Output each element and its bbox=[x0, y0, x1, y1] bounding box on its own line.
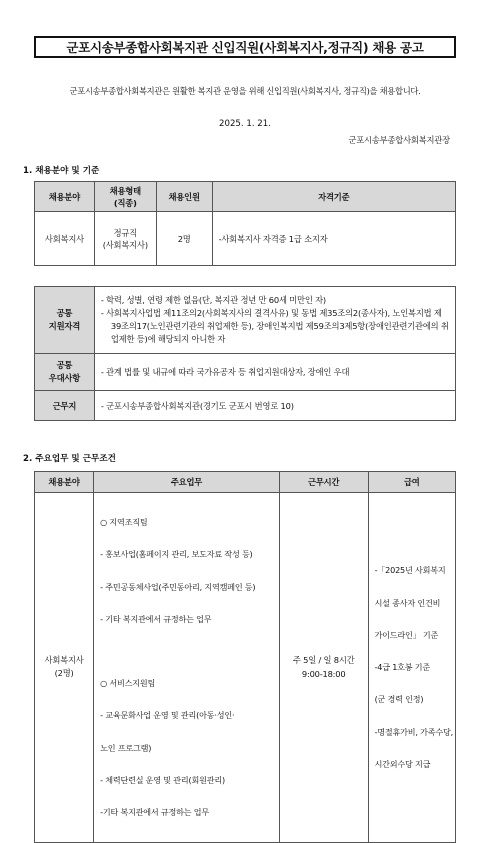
list-item: - 주민공동체사업(주민동아리, 지역캠페인 등) bbox=[100, 581, 256, 592]
duty-field: 사회복지사 (2명) bbox=[35, 493, 94, 843]
list-item: 노인 프로그램) bbox=[100, 742, 152, 753]
intro-text: 군포시송부종합사회복지관은 원활한 복지관 운영을 위해 신입직원(사회복지사, 정규직)을 채용합니다. bbox=[69, 86, 421, 96]
duty-pay bbox=[368, 493, 455, 843]
row-criteria: -사회복지사 자격증 1급 소지자 bbox=[212, 212, 455, 266]
table-row bbox=[35, 354, 456, 391]
duty-hours: 주 5일 / 일 8시간 9:00-18:00 bbox=[279, 493, 368, 843]
list-item: 시설 종사자 인건비 bbox=[374, 597, 441, 608]
header-duty: 주요업무 bbox=[94, 472, 280, 493]
qual-item-text: 학력, 성별, 연령 제한 없음(단, 복지관 정년 만 60세 미만인 자) bbox=[106, 295, 326, 305]
recruitment-table bbox=[34, 181, 456, 266]
table-row bbox=[35, 493, 456, 843]
pref-item-text: 관계 법률 및 내규에 따라 국가유공자 등 취업지원대상자, 장애인 우대 bbox=[106, 366, 350, 377]
section2-heading: 2. 주요업무 및 근무조건 bbox=[23, 454, 116, 464]
list-item: - 사회복지사업법 제11조의2(사회복지사의 결격사유) 및 동법 제35조의2(종사자), 노인복지법 제39조의17(노인관련기관의 취업제한 등), 장애인복지법 제59조의3제5항(장애인관련기관에의 취업제한 등)에 해당되지 아니한 자 bbox=[100, 308, 449, 344]
common-conditions-table bbox=[34, 286, 456, 421]
location-label: 근무지 bbox=[35, 391, 95, 421]
common-qual-label: 공통 지원자격 bbox=[35, 287, 95, 354]
row-field: 사회복지사 bbox=[35, 212, 95, 266]
header-count: 채용인원 bbox=[156, 182, 212, 212]
header-criteria: 자격기준 bbox=[212, 182, 455, 212]
header-field: 채용분야 bbox=[35, 182, 95, 212]
section1-heading: 1. 채용분야 및 기준 bbox=[23, 166, 100, 176]
notice-title bbox=[34, 36, 456, 58]
list-item: - 학력, 성별, 연령 제한 없음(단, 복지관 정년 만 60세 미만인 자) bbox=[100, 295, 326, 305]
table-row bbox=[35, 212, 456, 266]
duty-list bbox=[94, 493, 280, 843]
list-item: ○ 지역조직팀 bbox=[100, 517, 148, 527]
header-type: 채용형태 (직종) bbox=[94, 182, 156, 212]
list-item: - 교육문화사업 운영 및 관리(아동·성인· bbox=[100, 710, 235, 721]
spacer bbox=[100, 645, 275, 657]
qual-item-text: 사회복지사업법 제11조의2(사회복지사의 결격사유) 및 동법 제35조의2(종사자), 노인복지법 제39조의17(노인관련기관의 취업제한 등), 장애인복지법 제59조의3제5항(장애인관련기관에의 취업제한 등)에 해당되지 아니한 자 bbox=[106, 308, 449, 344]
list-item: -명절휴가비, 가족수당, bbox=[374, 726, 453, 737]
common-pref-content bbox=[94, 354, 455, 391]
list-item: 가이드라인」 기준 bbox=[374, 629, 439, 640]
list-item: (군 경력 인정) bbox=[374, 694, 424, 705]
notice-date: 2025. 1. 21. bbox=[219, 119, 271, 129]
header-field: 채용분야 bbox=[35, 472, 94, 493]
list-item: - 홍보사업(홈페이지 관리, 보도자료 작성 등) bbox=[100, 549, 253, 560]
table-row bbox=[35, 391, 456, 421]
list-item: - 관계 법률 및 내규에 따라 국가유공자 등 취업지원대상자, 장애인 우대 bbox=[100, 366, 350, 377]
table-row bbox=[35, 287, 456, 354]
list-item: -기타 복지관에서 규정하는 업무 bbox=[100, 807, 210, 818]
row-type: 정규직 (사회복지사) bbox=[94, 212, 156, 266]
recruitment-table-header bbox=[35, 182, 456, 212]
common-pref-label: 공통 우대사항 bbox=[35, 354, 95, 391]
list-item: -4급 1호봉 기준 bbox=[374, 662, 431, 673]
duties-table-header bbox=[35, 472, 456, 493]
list-item: 시간외수당 지급 bbox=[374, 759, 431, 770]
header-hours: 근무시간 bbox=[279, 472, 368, 493]
list-item: - 체력단련실 운영 및 관리(회원관리) bbox=[100, 775, 225, 786]
list-item: ○ 서비스지원팀 bbox=[100, 678, 156, 689]
organization-name: 군포시송부종합사회복지관장 bbox=[348, 135, 450, 145]
duties-table bbox=[34, 471, 456, 843]
header-pay: 급여 bbox=[368, 472, 455, 493]
notice-title-text: 군포시송부종합사회복지관 신입직원(사회복지사,정규직) 채용 공고 bbox=[66, 40, 424, 55]
list-item: - 기타 복지관에서 규정하는 업무 bbox=[100, 613, 212, 624]
row-count: 2명 bbox=[156, 212, 212, 266]
common-qual-content bbox=[94, 287, 455, 354]
list-item: -「2025년 사회복지 bbox=[374, 565, 446, 576]
location-text: - 군포시송부종합사회복지관(경기도 군포시 번영로 10) bbox=[94, 391, 455, 421]
